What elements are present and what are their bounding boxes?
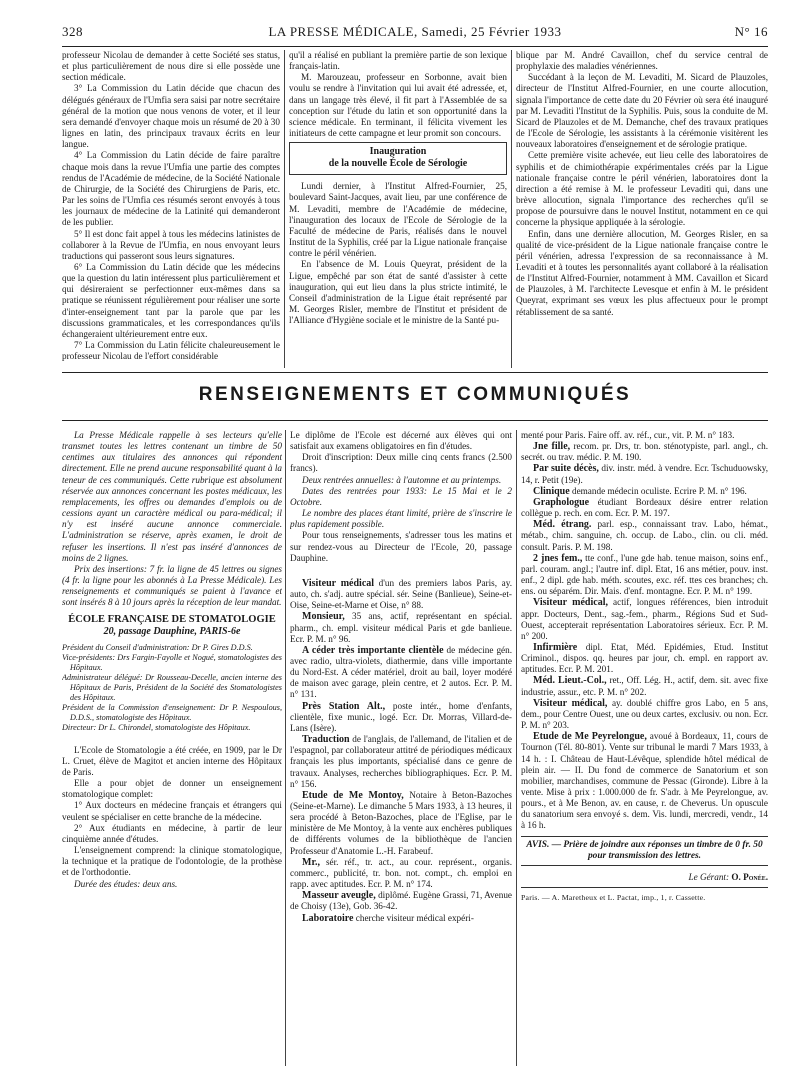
classified-ad bbox=[521, 497, 768, 519]
ad-text: de médecine gén. avec radio, ultra-violets, diathermie, dans ville importante du Nord-Est. A céder matériel, droit au bail, loyer modéré de maison avec garage, plein centre, et 2 autos. Ecr. P. M. n° 131. bbox=[290, 644, 512, 700]
paragraph: 6° La Commission du Latin décide que les médecins que la question du latin intéressent plus particulièrement et qui désireraient se perfectionner eux-mêmes dans sa pratique se réunissent régulièrement pour réaliser une sorte d'inter-enseignement tant par la parole que par les discussions grammaticales, et les correspondances qu'ils échangeraient ultérieurement entre eux. bbox=[62, 261, 280, 339]
classified-ad bbox=[521, 553, 768, 598]
classified-ad bbox=[290, 790, 512, 857]
ad-text: ay. doublé chiffre gros Labo, en 5 ans, dem., pour Centre Ouest, une ou deux cartes, exclusiv. ou non. Ecr. P. M. n° 203. bbox=[521, 697, 768, 731]
gerant-label: Le Gérant: bbox=[688, 871, 730, 882]
ad-keyword: Clinique bbox=[533, 485, 570, 497]
stomatology-school bbox=[62, 613, 282, 890]
classified-ad bbox=[521, 698, 768, 731]
paragraph: Enfin, dans une dernière allocution, M. Georges Risler, en sa qualité de vice-président de la Ligue nationale française contre le péril vénérien, adressa l'expression de sa reconnaissance à M. Levaditi et à toutes les personnalités ayant collaboré à la réalisation de l'Institut Alfred-Fournier, notamment à MM. Cavaillon et Sicard de Plauzoles, à M. l'architecte Levesque et enfin à M. le président Queyrat, exprimant ses vœux les plus affectueux pour le prompt rétablissement de sa santé. bbox=[516, 228, 768, 317]
bottom-column-3 bbox=[521, 430, 768, 1066]
paragraph: L'enseignement comprend: la clinique stomatologique, la technique et la pratique de l'odontologie, de la prothèse et de l'orthodontie. bbox=[62, 845, 282, 878]
article-title: Inauguration bbox=[369, 146, 427, 158]
ad-keyword: A céder très importante clientèle bbox=[302, 644, 444, 656]
classified-ad bbox=[290, 734, 512, 790]
classified-ad bbox=[521, 731, 768, 831]
classified-ad bbox=[290, 857, 512, 890]
paragraph: Durée des études: deux ans. bbox=[74, 878, 178, 889]
ad-text: cherche visiteur médical expéri- bbox=[355, 912, 474, 923]
paragraph: Droit d'inscription: Deux mille cinq cents francs (2.500 francs). bbox=[290, 452, 512, 474]
paragraph: blique par M. André Cavaillon, chef du service central de prophylaxie des maladies vénériennes. bbox=[516, 50, 768, 72]
ad-text: recom. pr. Drs, tr. bon. sténotypiste, parl. angl., ch. secrét. ou trav. médic. P. M. 190. bbox=[521, 441, 768, 463]
school-staff bbox=[62, 643, 282, 733]
paragraph: Lundi dernier, à l'Institut Alfred-Fournier, 25, boulevard Saint-Jacques, avait lieu, par une conférence de M. Levaditi, membre de l'Académie de médecine, l'inauguration des locaux de l'Ecole de Sérologie de la Faculté de médecine de Paris, réalisés dans le nouvel Institut de la Syphilis, créé par la Ligue nationale française contre le péril vénérien. bbox=[289, 181, 507, 259]
classified-ad bbox=[521, 675, 768, 697]
paragraph: 7° La Commission du Latin félicite chaleureusement le professeur Nicolau de l'effort considérable bbox=[62, 340, 280, 362]
paragraph: L'Ecole de Stomatologie a été créée, en 1909, par le Dr L. Cruet, élève de Magitot et ancien interne des Hôpitaux de Paris. bbox=[62, 744, 282, 777]
classified-ads-list bbox=[521, 441, 768, 831]
header-rule bbox=[62, 46, 768, 47]
column-divider bbox=[516, 430, 517, 1066]
spacer bbox=[290, 564, 512, 578]
classified-ad bbox=[290, 913, 512, 924]
printer-imprint: Paris. — A. Maretheux et L. Pactat, imp., 1, r. Cassette. bbox=[521, 887, 768, 903]
top-column-1 bbox=[62, 50, 280, 368]
classified-ad bbox=[290, 611, 512, 644]
classified-ad bbox=[290, 578, 512, 611]
classified-ad bbox=[521, 597, 768, 642]
staff-entry: Président de la Commission d'enseignement: Dr P. Nespoulous, D.D.S., stomatologiste des Hôpitaux. bbox=[62, 702, 282, 722]
ad-keyword: Jne fille, bbox=[533, 441, 571, 453]
paragraph: Cette première visite achevée, eut lieu celle des laboratoires de syphilis et de chimiothérapie expérimentales créés par la Ligue nationale française contre le péril vénérien, laboratoires dont la direction a été remise à M. le professeur Levaditi qui, dans une brève allocution, signala l'importance des recherches qu'il se propose de poursuivre dans le nouvel Institut, notamment en ce qui concerne la physique appliquée à la sérologie. bbox=[516, 150, 768, 228]
section-rule bbox=[62, 372, 768, 373]
classified-ad bbox=[521, 441, 768, 463]
paragraph: 5° Il est donc fait appel à tous les médecins latinistes de collaborer à la Revue de l'Umfia, en nous envoyant leurs traductions qui passeront sous leurs signatures. bbox=[62, 228, 280, 261]
paragraph: qu'il a réalisé en publiant la première partie de son lexique français-latin. bbox=[289, 50, 507, 72]
masthead: LA PRESSE MÉDICALE, Samedi, 25 Février 1933 bbox=[268, 24, 562, 39]
column-divider bbox=[284, 50, 285, 368]
ad-keyword: Près Station Alt., bbox=[302, 700, 386, 712]
paragraph: menté pour Paris. Faire off. av. réf., cur., vit. P. M. n° 183. bbox=[521, 430, 735, 440]
inauguration-article bbox=[289, 142, 507, 175]
top-column-3 bbox=[516, 50, 768, 368]
ad-text: d'un des premiers labos Paris, ay. auto, ch. s'adj. autre spécial. sér. Seine (Banlieue), Seine-et-Oise, Seine-et-Marne et Oise, n° 88. bbox=[290, 577, 512, 611]
paragraph: Elle a pour objet de donner un enseignement stomatologique complet: bbox=[62, 778, 282, 800]
ad-text: de l'anglais, de l'allemand, de l'italien et de l'espagnol, par collaborateur attitré de périodiques médicaux français les plus importants, spécialisé dans ce genre de travaux. Analyses, recherches bibliographiques. Ecr. P. M. n° 156. bbox=[290, 734, 512, 789]
ad-keyword: Etude de Me Peyrelongue, bbox=[533, 731, 647, 743]
ad-text: dipl. Etat, Méd. Epidémies, Etud. Institut Criminol., dispos. qq. heures par jour, ch. empl. en rapport av. aptitudes. Ecr. P. M. 201. bbox=[521, 641, 768, 675]
ad-text: avoué à Bordeaux, 11, cours de Tournon (Tél. 80-801). Vente sur tribunal le mardi 7 Mars 1933, à 14 h. : I. Château de Haut-Lévêque, splendide hôtel médical de plein air. — II. Du fond de commerce de Sanatorium et son mobilier, marchandises, commune de Pessac (Gironde). Libre à la vente. Mise à prix : 1.000.000 de fr. S'adr. à Me Peyrelongue, av. pours., et à Me Benon, av. en cause, r. de Cheverus. Un opuscule du sanatorium sera envoyé s. dem. Vis. lundi, mercredi, vendr., 14 à 16 h. bbox=[521, 731, 768, 831]
classified-ad bbox=[521, 642, 768, 675]
issue-number: N° 16 bbox=[734, 24, 768, 39]
gerant-name: O. Ponée. bbox=[731, 871, 768, 882]
bottom-column-1 bbox=[62, 430, 282, 1066]
staff-entry: Directeur: Dr L. Chirondel, stomatologiste des Hôpitaux. bbox=[62, 722, 251, 732]
classified-ad bbox=[290, 645, 512, 701]
notice-text: La Presse Médicale rappelle à ses lecteurs qu'elle transmet toutes les lettres contenant un timbre de 50 centimes aux titulaires des annonces qui répondent directement. Elle ne prend aucune responsabilité quant à la teneur de ces communiqués. Cette rubrique est absolument réservée aux annonces concernant les postes médicaux, les remplacements, les offres ou demandes d'emplois ou de cessions ayant un caractère médical ou para-médical; il n'y est inséré aucune annonce commerciale. L'administration se réserve, après examen, le droit de refuser les insertions. Il n'est pas inséré d'annonces de moins de 2 lignes. bbox=[62, 430, 282, 563]
ad-keyword: Traduction bbox=[302, 734, 350, 746]
paragraph: 1° Aux docteurs en médecine français et étrangers qui veulent se spécialiser en cette branche de la médecine. bbox=[62, 800, 282, 822]
ad-keyword: Visiteur médical, bbox=[533, 597, 608, 609]
ad-text: diplômé. Eugène Grassi, 71, Avenue de Choisy (13e), Gob. 36-42. bbox=[290, 890, 512, 912]
paragraph: Succédant à la leçon de M. Levaditi, M. Sicard de Plauzoles, directeur de l'Institut Alfred-Fournier, en une courte allocution, signala l'importance de cette date du 20 Février où sera été inauguré par M. Levaditi l'Institut de la Syphilis. Puis, sous la conduite de M. Sicard de Plauzoles et de M. Demanche, chef des travaux pratiques de l'Ecole de Sérologie, les assistants à la cérémonie visitèrent les nouveaux laboratoires d'enseignement et de sérologie pratique. bbox=[516, 72, 768, 150]
ad-keyword: Mr., bbox=[302, 856, 320, 868]
ad-keyword: Par suite décès, bbox=[533, 463, 599, 475]
column-divider bbox=[285, 430, 286, 1066]
column-divider bbox=[511, 50, 512, 368]
page-header bbox=[62, 20, 768, 44]
classified-ad bbox=[521, 463, 768, 485]
ad-keyword: Laboratoire bbox=[302, 912, 354, 924]
ad-keyword: Monsieur, bbox=[302, 611, 345, 623]
ad-text: tte conf., l'une gde hab. tenue maison, soins enf., parl. couram. angl.; l'autre inf. dipl. Etat, 16 ans métier, pouv. inst. enf., 2 dipl. gde hab. méth. scoutes, exc. réf. ttes ces branches; ch. ens. ou séparém. Dir. Mais. d'enf. montagne. Ecr. P. M. n° 199. bbox=[521, 552, 768, 597]
section-rule bbox=[62, 420, 768, 421]
staff-entry: Vice-présidents: Drs Fargin-Fayolle et Nogué, stomatologistes des Hôpitaux. bbox=[62, 652, 282, 672]
notice-prices: Prix des insertions: 7 fr. la ligne de 45 lettres ou signes (4 fr. la ligne pour les abonnés à La Presse Médicale). Les renseignements et communiqués se paient à l'avance et sont insérés 8 à 10 jours après la réception de leur mandat. bbox=[62, 563, 282, 608]
ad-keyword: Infirmière bbox=[533, 641, 578, 653]
classified-ad bbox=[521, 486, 768, 497]
ad-keyword: Visiteur médical bbox=[302, 577, 375, 589]
paragraph: Le diplôme de l'Ecole est décerné aux élèves qui ont satisfait aux examens obligatoires en fin d'études. bbox=[290, 430, 512, 452]
avis-notice: AVIS. — Prière de joindre aux réponses un timbre de 0 fr. 50 pour transmission des lettres. bbox=[521, 836, 768, 866]
classified-ads-list bbox=[290, 578, 512, 924]
paragraph: professeur Nicolau de demander à cette Société ses status, et plus particulièrement de nous dire si elle possède une section médicale. bbox=[62, 50, 280, 83]
paragraph: 3° La Commission du Latin décide que chacun des délégués généraux de l'Umfia sera saisi par notre secrétaire général de la motion que nous venons de voter, et il leur sera demandé d'envoyer chaque mois un résumé de 20 à 30 lignes en latin, des principaux travaux écrits en leur langue. bbox=[62, 83, 280, 150]
page-number: 328 bbox=[62, 24, 83, 39]
ad-text: ret., Off. Lég. H., actif, dem. sit. avec fixe industrie, assur., etc. P. M. n° 202. bbox=[521, 675, 768, 697]
ad-text: Notaire à Beton-Bazoches (Seine-et-Marne). Le dimanche 5 Mars 1933, à 13 heures, il sera procédé à Beton-Bazoches, place de l'Eglise, par le ministère de Me Montoy, à la vente aux enchères publiques de différents volumes de la bibliothèque de l'ancien Professeur d'Anatomie L.-H. Farabeuf. bbox=[290, 789, 512, 856]
ad-keyword: Graphologue bbox=[533, 496, 590, 508]
ad-text: demande médecin oculiste. Ecrire P. M. n° 196. bbox=[571, 485, 747, 496]
paragraph: Deux rentrées annuelles: à l'automne et au printemps. bbox=[302, 474, 502, 485]
paragraph: 2° Aux étudiants en médecine, à partir de leur cinquième année d'études. bbox=[62, 822, 282, 844]
top-column-2 bbox=[289, 50, 507, 368]
ad-keyword: Visiteur médical, bbox=[533, 697, 608, 709]
article-subtitle: de la nouvelle École de Sérologie bbox=[328, 158, 468, 170]
ad-keyword: Méd. Lieut.-Col., bbox=[533, 675, 607, 687]
paragraph: M. Marouzeau, professeur en Sorbonne, avait bien voulu se rendre à l'invitation qui lui avait été adressée, et, dans un langage très élevé, il fit part à l'Assemblée de sa conception sur l'étude du latin et son opportunité dans la science médicale. En terminant, il félicita vivement les initiateurs de cette campagne et leur promit son concours. bbox=[289, 72, 507, 139]
ad-keyword: Etude de Me Montoy, bbox=[302, 789, 404, 801]
classified-ad bbox=[290, 890, 512, 912]
paragraph: Le nombre des places étant limité, prière de s'inscrire le plus rapidement possible. bbox=[290, 508, 512, 530]
staff-entry: Président du Conseil d'administration: Dr P. Gires D.D.S. bbox=[62, 642, 253, 652]
ad-text: div. instr. méd. à vendre. Ecr. Tschuduowsky, 14, r. Petit (19e). bbox=[521, 463, 768, 485]
ad-keyword: Méd. étrang. bbox=[533, 519, 592, 531]
classified-ad bbox=[521, 519, 768, 552]
school-address: 20, passage Dauphine, PARIS-6e bbox=[103, 625, 241, 637]
ad-keyword: Masseur aveugle, bbox=[302, 890, 376, 902]
ad-text: 35 ans, actif, représentant en spécial. pharm., ch. empl. visiteur médical Paris et gde banlieue. Ecr. P. M. n° 96. bbox=[290, 611, 512, 644]
staff-entry: Administrateur délégué: Dr Rousseau-Decelle, ancien interne des Hôpitaux de Paris, Président de la Société des Stomatologistes des Hôpitaux. bbox=[62, 672, 282, 702]
ad-text: sér. réf., tr. act., au cour. représent., organis. commerc., publicité, tr. bon. not. compt., ch. emploi en rapp. avec aptitudes. Ecr. P. M. n° 174. bbox=[290, 856, 512, 890]
school-title: ÉCOLE FRANÇAISE DE STOMATOLOGIE bbox=[68, 613, 276, 625]
section-title: RENSEIGNEMENTS ET COMMUNIQUÉS bbox=[198, 384, 632, 405]
ad-keyword: 2 jnes fem., bbox=[533, 552, 583, 564]
paragraph: Dates des rentrées pour 1933: Le 15 Mai et le 2 Octobre. bbox=[290, 485, 512, 507]
paragraph: Pour tous renseignements, s'adresser tous les matins et sur rendez-vous au Directeur de l'Ecole, 20, passage Dauphine. bbox=[290, 530, 512, 563]
gerant-line bbox=[521, 872, 768, 883]
ad-text: poste intér., home d'enfants, clientèle, fixe munic., logé. Ecr. Dr. Morras, Villard-de-Lans (Isère). bbox=[290, 700, 512, 733]
classified-ad bbox=[290, 701, 512, 734]
bottom-column-2 bbox=[290, 430, 512, 1066]
ad-text: parl. esp., connaissant trav. Labo, hémat., métab., chim. sanguine, ch. occup. de Labo., clin. ou cli. méd. consult. Paris. P. M. 198. bbox=[521, 519, 768, 552]
ad-text: actif, longues références, bien introduit appr. Docteurs, Dent., sag.-fem., pharm., Régions Sud et Sud-Ouest, accepterait représentation Laboratoires sérieux. Ecr. P. M. n° 200. bbox=[521, 597, 768, 641]
ad-text: étudiant Bordeaux désire entrer relation collègue p. rech. en com. Ecr. P. M. 197. bbox=[521, 496, 768, 519]
paragraph: 4° La Commission du Latin décide de faire paraître chaque mois dans la revue l'Umfia une partie des comptes rendus de l'Académie de médecine, de la Société Nationale de Chirurgie, de la Société des Chirurgiens de Paris, etc. Par les soins de l'Umfia ces résumés seront envoyés à tous les journaux de médecine de la Latinité qui demanderont de les publier. bbox=[62, 150, 280, 228]
paragraph: En l'absence de M. Louis Queyrat, président de la Ligue, empêché par son état de santé d'assister à cette inauguration, qui eut lieu dans la plus stricte intimité, le Conseil d'administration de la Ligue était représenté par M. Georges Risler, membre de l'Institut et président de l'Alliance d'Hygiène sociale et le ministre de la Santé pu- bbox=[289, 259, 507, 326]
